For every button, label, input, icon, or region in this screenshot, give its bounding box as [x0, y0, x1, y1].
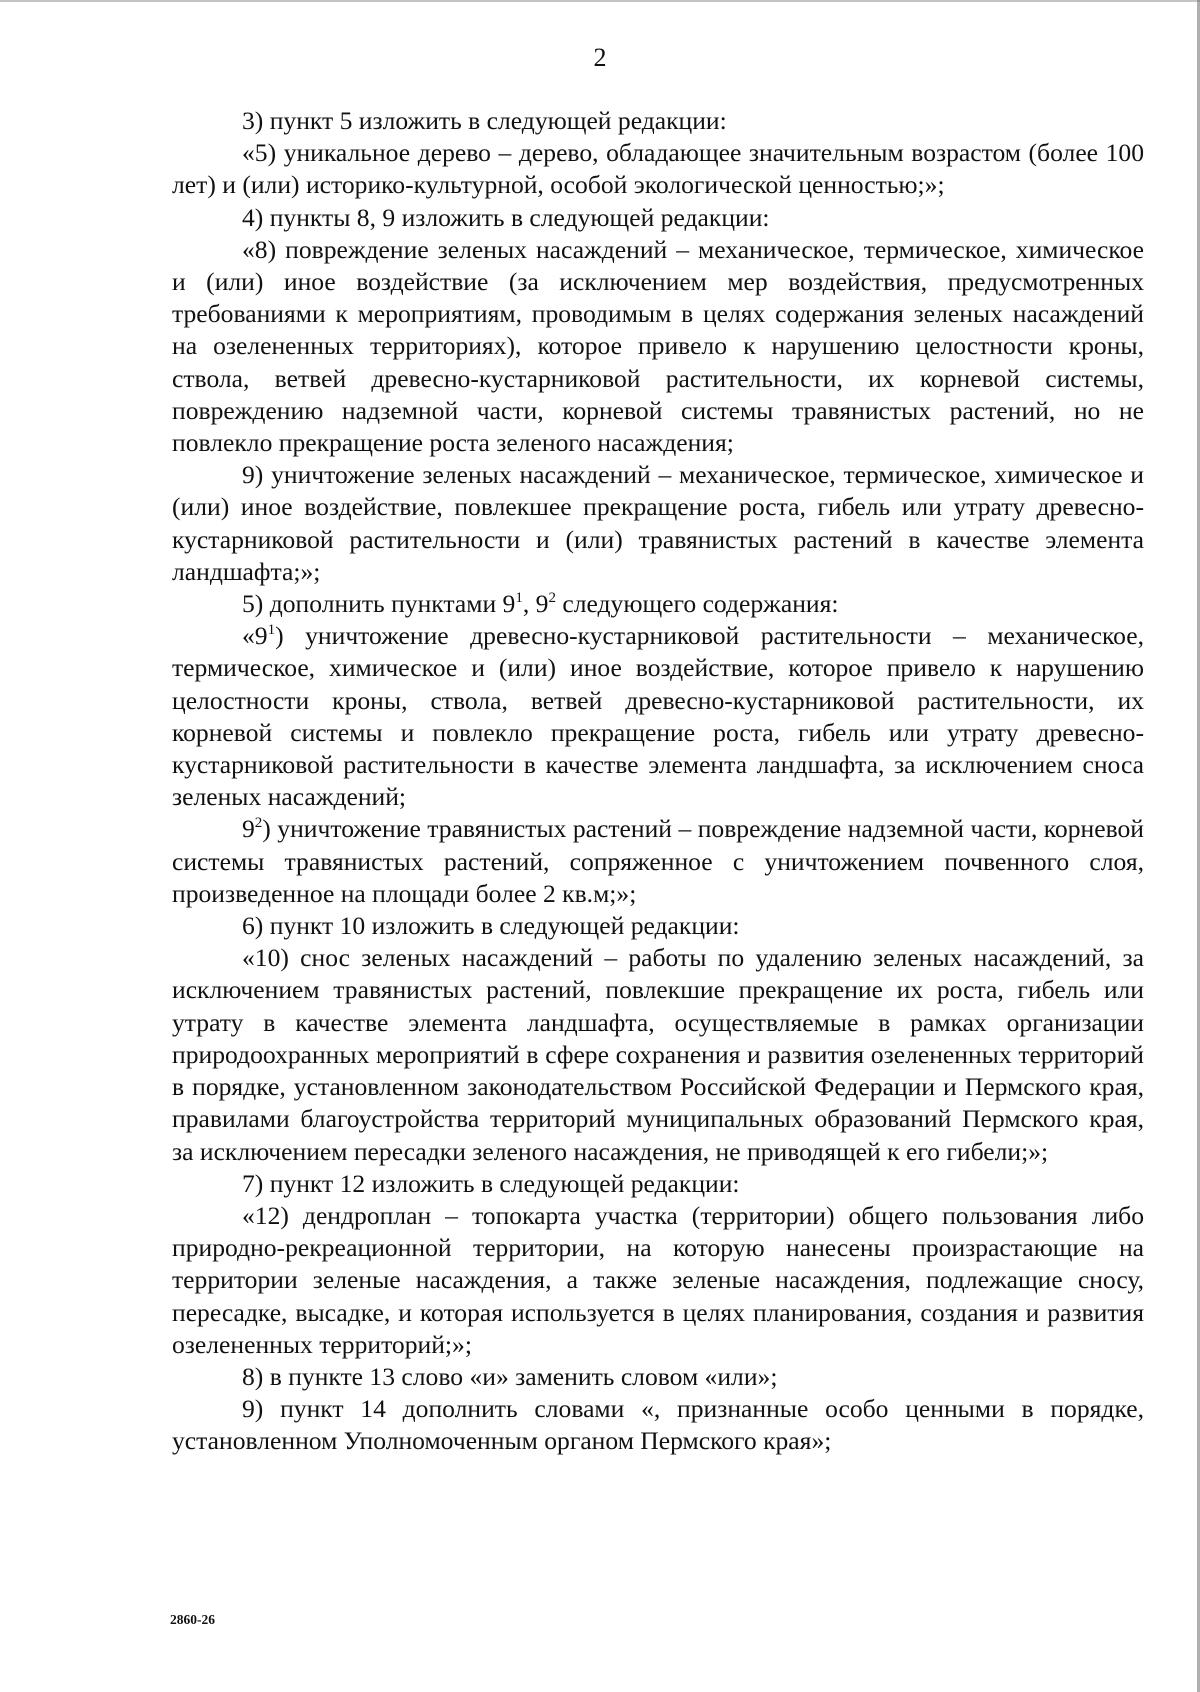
scan-edge-top — [0, 0, 1200, 2]
text-segment: следующего содержания: — [555, 589, 839, 619]
document-code: 2860-26 — [170, 1612, 215, 1627]
text-segment: «9 — [242, 621, 268, 651]
paragraph-item-3: 3) пункт 5 изложить в следующей редакции: — [242, 106, 727, 135]
superscript: 1 — [267, 622, 276, 639]
paragraph-item-9-1-definition — [172, 620, 1144, 813]
paragraph-item-9-definition: 9) уничтожение зеленых насаждений – механическое, термическое, химическое и (или) иное воздействие, повлекшее прекращение роста, гибель или утрату древесно-кустарниковой растительности и (или) травянистых растений в качестве элемента ландшафта;»; — [172, 460, 1144, 586]
paragraph-item-6: 6) пункт 10 изложить в следующей редакции: — [242, 911, 740, 941]
paragraph-item-5-definition: «5) уникальное дерево – дерево, обладающее значительным возрастом (более 100 лет) и (или) историко-культурной, особой экологической ценностью;»; — [172, 138, 1144, 200]
paragraph-item-10-definition: «10) снос зеленых насаждений – работы по удалению зеленых насаждений, за исключением травянистых растений, повлекшие прекращение их роста, гибель или утрату в качестве элемента ландшафта, осуществляемые в рамках организации природоохранных мероприятий в сфере сохранения и развития озелененных территорий в порядке, установленном законодательством Российской Федерации и Пермского края, правилами благоустройства территорий муниципальных образований Пермского края, за исключением пересадки зеленого насаждения, не приводящей к его гибели;»; — [172, 943, 1144, 1166]
document-body — [172, 105, 1144, 1458]
paragraph-item-5-addition — [172, 588, 1144, 620]
paragraph-item-7: 7) пункт 12 изложить в следующей редакции: — [242, 1168, 740, 1198]
paragraph-item-8: 8) в пункте 13 слово «и» заменить словом «или»; — [242, 1361, 778, 1391]
paragraph-item-4: 4) пункты 8, 9 изложить в следующей редакции: — [242, 202, 770, 232]
superscript: 2 — [548, 590, 556, 607]
paragraph-item-8-definition: «8) повреждение зеленых насаждений – механическое, термическое, химическое и (или) иное воздействие (за исключением мер воздействия, предусмотренных требованиями к мероприятиям, проводимым в целях содержания зеленых насаждений на озелененных территориях), которое привело к нарушению целостности кроны, ствола, ветвей древесно-кустарниковой растительности, их корневой системы, повреждению надземной части, корневой системы травянистых растений, но не повлекло прекращение роста зеленого насаждения; — [172, 234, 1144, 458]
paragraph-item-12-definition: «12) дендроплан – топокарта участка (территории) общего пользования либо природно-рекреационной территории, на которую нанесены произрастающие на территории зеленые насаждения, а также зеленые насаждения, подлежащие сносу, пересадке, высадке, и которая используется в целях планирования, создания и развития озелененных территорий;»; — [172, 1200, 1144, 1359]
text-segment: , 9 — [522, 589, 549, 619]
paragraph-item-9: 9) пункт 14 дополнить словами «, признанные особо ценными в порядке, установленном Уполномоченным органом Пермского края»; — [172, 1394, 1144, 1456]
text-segment: 9 — [242, 814, 255, 844]
text-segment: 5) дополнить пунктами 9 — [242, 589, 516, 619]
text-segment: ) уничтожение древесно-кустарниковой растительности – механическое, термическое, химическое и (или) иное воздействие, которое привело к нарушению целостности кроны, ствола, ветвей древесно-кустарниковой растительности, их корневой системы и повлекло прекращение роста, гибель или утрату древесно-кустарниковой растительности в качестве элемента ландшафта, за исключением сноса зеленых насаждений; — [172, 621, 1144, 812]
paragraph-item-9-2-definition — [172, 813, 1144, 910]
page-number: 2 — [593, 43, 607, 72]
text-segment: ) уничтожение травянистых растений – повреждение надземной части, корневой системы травянистых растений, сопряженное с уничтожением почвенного слоя, произведенное на площади более 2 кв.м;»; — [172, 814, 1144, 908]
superscript: 2 — [254, 815, 263, 832]
superscript: 1 — [515, 590, 523, 607]
